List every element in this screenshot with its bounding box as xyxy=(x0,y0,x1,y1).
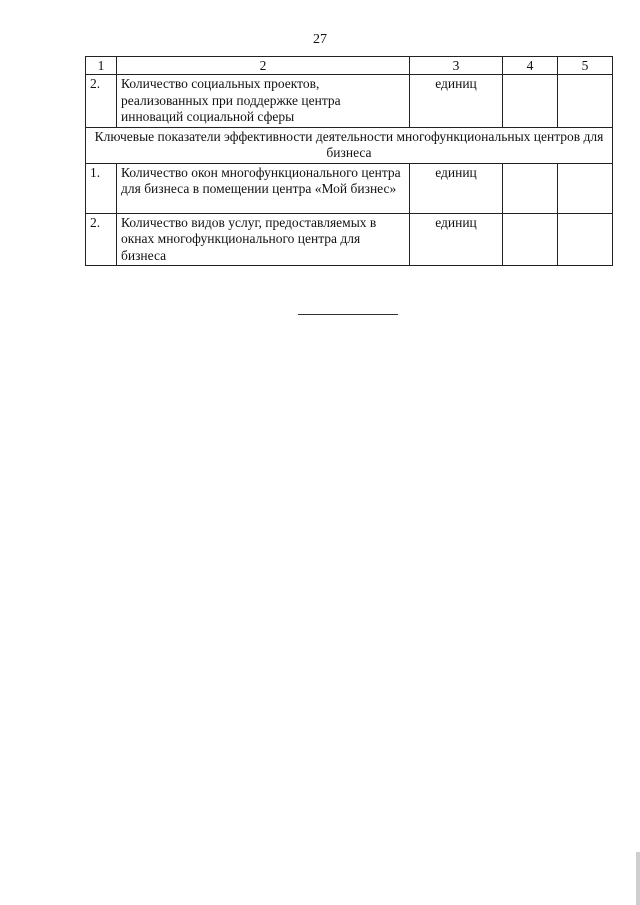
row-col4 xyxy=(503,75,558,128)
row-number: 2. xyxy=(86,75,117,128)
row-description: Количество видов услуг, предоставляемых в окнах многофункционального центра для бизнеса xyxy=(117,213,410,266)
section-title: Ключевые показатели эффективности деятельности многофункциональных центров для бизнеса xyxy=(86,127,613,163)
header-cell-1: 1 xyxy=(86,57,117,75)
row-description: Количество окон многофункционального центра для бизнеса в помещении центра «Мой бизнес» xyxy=(117,163,410,213)
section-row xyxy=(86,127,613,163)
header-cell-2: 2 xyxy=(117,57,410,75)
header-cell-4: 4 xyxy=(503,57,558,75)
table-row xyxy=(86,213,613,266)
row-unit: единиц xyxy=(410,163,503,213)
row-col5 xyxy=(558,163,613,213)
row-col4 xyxy=(503,213,558,266)
row-col5 xyxy=(558,213,613,266)
page-number: 27 xyxy=(313,32,327,47)
row-unit: единиц xyxy=(410,75,503,128)
end-divider xyxy=(298,314,398,315)
row-description: Количество социальных проектов, реализованных при поддержке центра инноваций социальной сферы xyxy=(117,75,410,128)
indicators-table xyxy=(85,56,613,266)
row-unit: единиц xyxy=(410,213,503,266)
row-col5 xyxy=(558,75,613,128)
table-row xyxy=(86,75,613,128)
row-number: 2. xyxy=(86,213,117,266)
table-header-row xyxy=(86,57,613,75)
row-col4 xyxy=(503,163,558,213)
header-cell-5: 5 xyxy=(558,57,613,75)
header-cell-3: 3 xyxy=(410,57,503,75)
scan-edge-mark xyxy=(636,852,640,905)
row-number: 1. xyxy=(86,163,117,213)
table-row xyxy=(86,163,613,213)
